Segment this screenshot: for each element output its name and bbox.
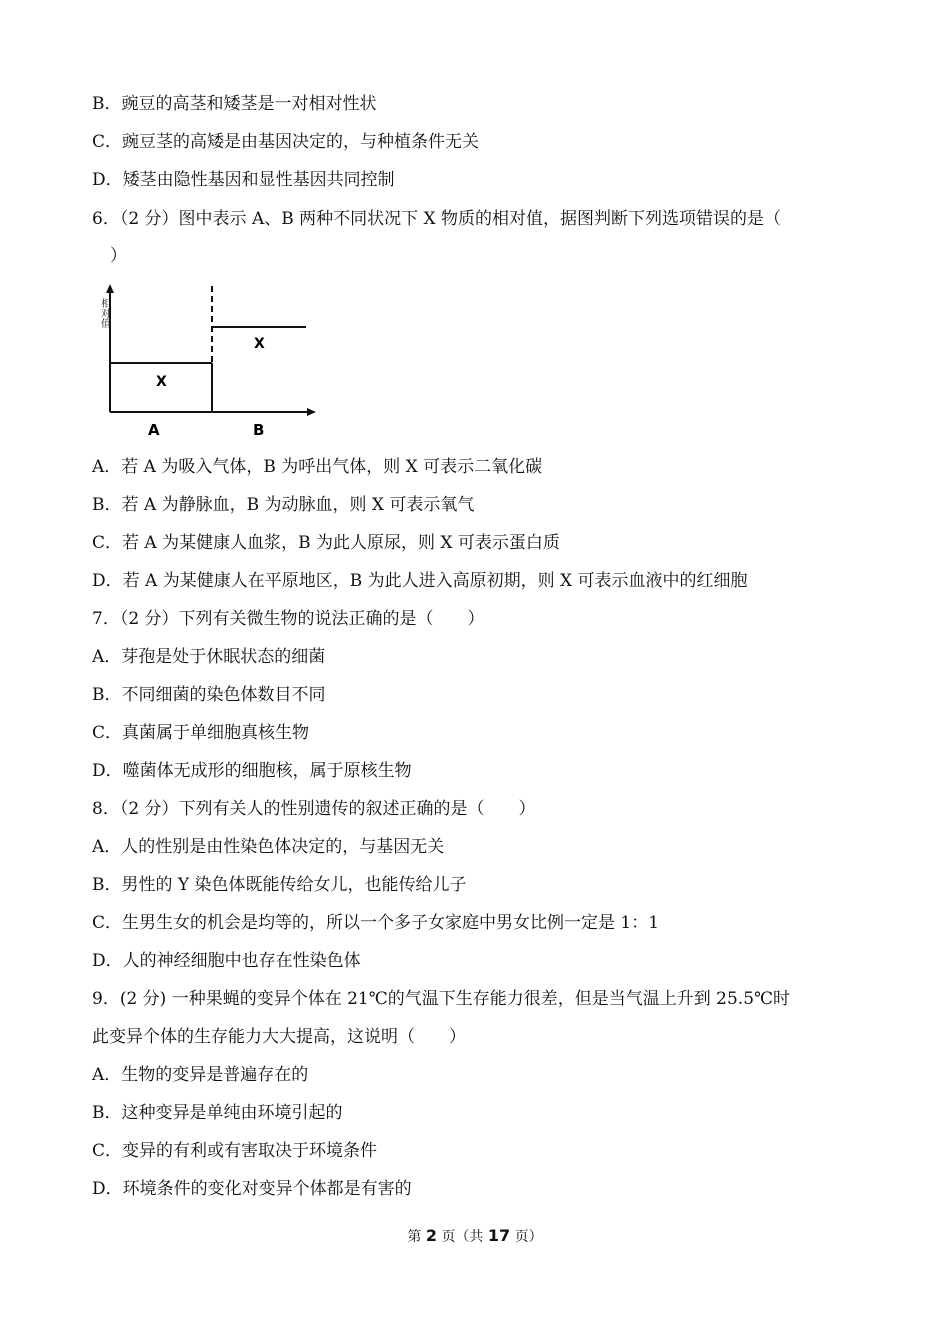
q6-option-a: A．若 A 为吸入气体，B 为呼出气体，则 X 可表示二氧化碳: [92, 457, 543, 477]
bar-b-label: X: [254, 336, 265, 352]
q9-option-d: D．环境条件的变化对变异个体都是有害的: [92, 1179, 412, 1199]
q8-stem: 8．（2 分）下列有关人的性别遗传的叙述正确的是（ ）: [92, 799, 536, 819]
x-axis-arrow: [307, 408, 316, 416]
footer-total-pages: 17: [487, 1226, 511, 1245]
y-axis-arrow: [106, 284, 114, 293]
q6-option-c: C．若 A 为某健康人血浆，B 为此人原尿，则 X 可表示蛋白质: [92, 533, 560, 553]
q7-option-c: C．真菌属于单细胞真核生物: [92, 723, 310, 743]
q5-option-d: D．矮茎由隐性基因和显性基因共同控制: [92, 170, 395, 190]
footer-prefix: 第: [407, 1229, 422, 1245]
q6-figure: [88, 282, 328, 442]
q8-option-d: D．人的神经细胞中也存在性染色体: [92, 951, 361, 971]
q9-option-b: B．这种变异是单纯由环境引起的: [92, 1103, 343, 1123]
q5-option-b: B．豌豆的高茎和矮茎是一对相对性状: [92, 94, 377, 114]
bar-a-label: X: [156, 374, 167, 390]
footer-page-number: 2: [425, 1226, 437, 1245]
q7-option-a: A．芽孢是处于休眠状态的细菌: [92, 647, 326, 667]
footer-middle: 页（共: [441, 1229, 484, 1245]
q8-option-a: A．人的性别是由性染色体决定的，与基因无关: [92, 837, 445, 857]
q6-stem-line1: 6．（2 分）图中表示 A、B 两种不同状况下 X 物质的相对值，据图判断下列选项错误的是（: [92, 209, 782, 229]
q6-stem-line2: ）: [110, 246, 127, 266]
q8-option-b: B．男性的 Y 染色体既能传给女儿，也能传给儿子: [92, 875, 467, 895]
page-footer: [0, 1226, 950, 1246]
x-label-a: A: [148, 421, 160, 439]
q9-option-c: C．变异的有利或有害取决于环境条件: [92, 1141, 378, 1161]
q9-stem-line1: 9．(2 分) 一种果蝇的变异个体在 21℃的气温下生存能力很差，但是当气温上升到 25.5℃时: [92, 989, 791, 1009]
footer-suffix: 页）: [514, 1229, 543, 1245]
y-axis-label: 相对值: [98, 298, 110, 328]
q6-option-b: B．若 A 为静脉血，B 为动脉血，则 X 可表示氧气: [92, 495, 475, 515]
q7-option-d: D．噬菌体无成形的细胞核，属于原核生物: [92, 761, 412, 781]
x-label-b: B: [253, 421, 265, 439]
q9-option-a: A．生物的变异是普遍存在的: [92, 1065, 309, 1085]
q7-option-b: B．不同细菌的染色体数目不同: [92, 685, 326, 705]
q8-option-c: C．生男生女的机会是均等的，所以一个多子女家庭中男女比例一定是 1：1: [92, 913, 660, 933]
q7-stem: 7．（2 分）下列有关微生物的说法正确的是（ ）: [92, 609, 485, 629]
relative-value-diagram: [88, 282, 328, 442]
q6-option-d: D．若 A 为某健康人在平原地区，B 为此人进入高原初期，则 X 可表示血液中的红细胞: [92, 571, 748, 591]
q5-option-c: C．豌豆茎的高矮是由基因决定的，与种植条件无关: [92, 132, 480, 152]
q9-stem-line2: 此变异个体的生存能力大大提高，这说明（ ）: [92, 1027, 466, 1047]
